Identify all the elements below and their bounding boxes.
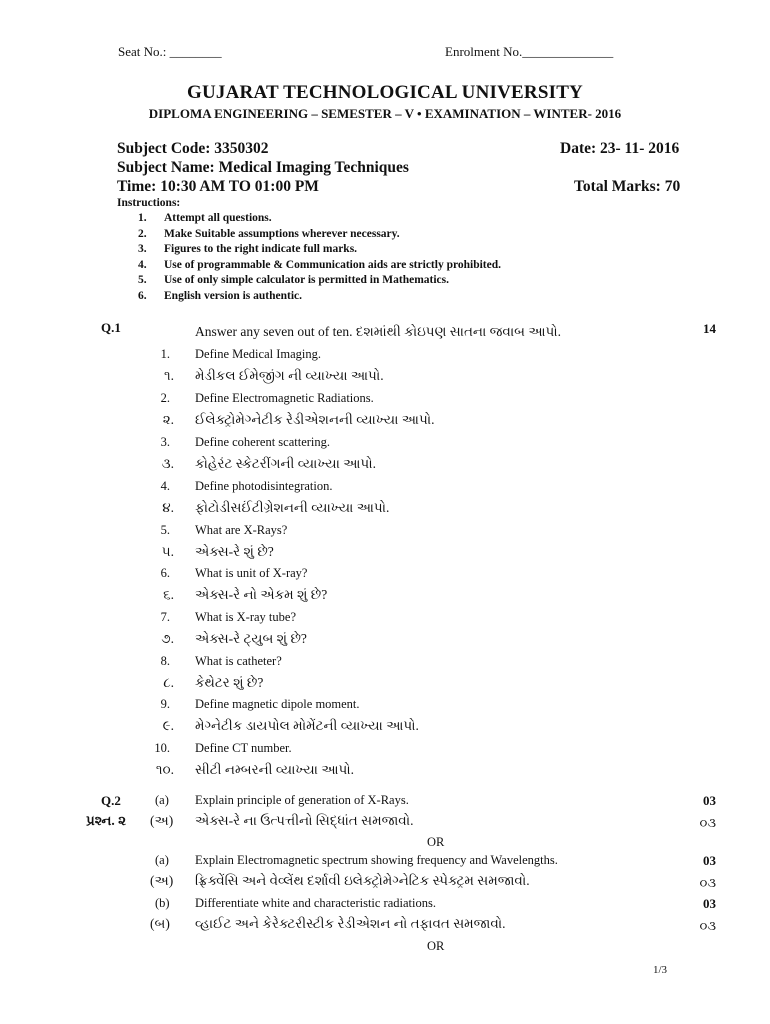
q2-a-num-gujarati: (અ) (150, 813, 174, 828)
item-number-gujarati: ૫. (161, 544, 174, 559)
item-text-gujarati: એક્સ-રે શું છે? (195, 544, 274, 559)
item-number: 2. (160, 391, 170, 405)
instruction-num: 2. (138, 228, 147, 240)
item-text-gujarati: કેથેટર શું છે? (195, 675, 264, 690)
q2-b-marks-gujarati: ૦૩ (699, 918, 716, 933)
instruction-text: Use of programmable & Communication aids are strictly prohibited. (164, 259, 501, 271)
item-text-gujarati: સીટી નમ્બરની વ્યાખ્યા આપો. (195, 762, 355, 777)
item-text-english: What are X-Rays? (195, 523, 288, 537)
q2-a2-num-gujarati: (અ) (150, 873, 174, 888)
item-number: 7. (160, 610, 170, 624)
q2-b-marks: 03 (703, 896, 716, 911)
item-number-gujarati: ૧૦. (155, 762, 174, 777)
item-text-gujarati: એક્સ-રે ટ્યુબ શું છે? (195, 631, 307, 646)
item-text-english: Define Medical Imaging. (195, 347, 321, 361)
enrolment-number-field: Enrolment No.______________ (445, 44, 614, 59)
item-number: 6. (160, 566, 170, 580)
exam-title: DIPLOMA ENGINEERING – SEMESTER – V • EXAMINATION – WINTER- 2016 (148, 106, 622, 121)
q2-a2-text-english: Explain Electromagnetic spectrum showing frequency and Wavelengths. (195, 853, 558, 867)
item-number: 4. (160, 479, 170, 493)
instruction-num: 3. (138, 243, 147, 255)
item-text-english: Define coherent scattering. (195, 435, 331, 449)
university-name: GUJARAT TECHNOLOGICAL UNIVERSITY (187, 82, 583, 103)
question-2-label: Q.2 (101, 793, 121, 808)
item-text-english: Define photodisintegration. (195, 479, 333, 493)
instruction-text: Make Suitable assumptions wherever necessary. (164, 228, 400, 240)
q2-b-num: (b) (155, 896, 170, 910)
q2-b-text-english: Differentiate white and characteristic radiations. (195, 896, 436, 910)
or-separator: OR (427, 939, 445, 953)
item-text-gujarati: ફોટોડીસઈંટીગ્રેશનની વ્યાખ્યા આપો. (195, 500, 390, 515)
subject-name: Subject Name: Medical Imaging Techniques (117, 159, 409, 176)
subject-code: Subject Code: 3350302 (117, 140, 269, 157)
q2-a2-marks-gujarati: ૦૩ (699, 875, 716, 890)
item-text-english: Define Electromagnetic Radiations. (195, 391, 374, 405)
item-number-gujarati: ૨. (162, 412, 174, 427)
q2-a-marks: 03 (703, 793, 716, 808)
q2-b-text-gujarati: વ્હાઈટ અને કેરેક્ટરીસ્ટીક રેડીએશન નો તફાવત સમજાવો. (195, 916, 506, 931)
or-separator: OR (427, 835, 445, 849)
q2-a-num: (a) (155, 793, 169, 807)
instruction-text: Attempt all questions. (164, 212, 272, 224)
item-number: 5. (160, 523, 170, 537)
total-marks: Total Marks: 70 (574, 178, 681, 195)
item-number-gujarati: ૭. (161, 631, 174, 646)
exam-time: Time: 10:30 AM TO 01:00 PM (117, 178, 319, 195)
item-text-gujarati: એક્સ-રે નો એકમ શું છે? (195, 587, 328, 602)
seat-number-field: Seat No.: ________ (118, 44, 222, 59)
item-number-gujarati: ૧. (164, 368, 174, 383)
q2-a-text-gujarati: એક્સ-રે ના ઉત્પત્તીનો સિદ્ધાંત સમજાવો. (195, 813, 414, 828)
instruction-num: 4. (138, 259, 147, 271)
item-text-gujarati: ઈલેક્ટ્રોમેગ્નેટીક રેડીએશનની વ્યાખ્યા આપો. (195, 412, 435, 427)
q2-a2-text-gujarati: ફ્રિક્વેંસિ અને વેવ્લેંથ દર્શાવી ઇલેક્ટ્રોમેગ્નેટિક સ્પેક્ટ્રમ સમજાવો. (195, 873, 530, 888)
item-number: 3. (160, 435, 170, 449)
item-text-english: What is unit of X-ray? (195, 566, 308, 580)
item-text-english: What is X-ray tube? (195, 610, 297, 624)
question-2-label-gujarati: પ્રશ્ન. ૨ (86, 813, 127, 828)
item-number-gujarati: ૪. (162, 500, 174, 515)
item-number-gujarati: ૩. (161, 456, 174, 471)
item-text-english: Define CT number. (195, 741, 292, 755)
instruction-text: Use of only simple calculator is permitted in Mathematics. (164, 274, 450, 286)
item-text-english: What is catheter? (195, 654, 282, 668)
page-number: 1/3 (653, 964, 668, 976)
q2-a-marks-gujarati: ૦૩ (699, 815, 716, 830)
item-text-gujarati: મેડીકલ ઈમેજીંગ ની વ્યાખ્યા આપો. (195, 368, 384, 383)
q2-b-num-gujarati: (બ) (150, 916, 170, 931)
q2-a-text-english: Explain principle of generation of X-Rays. (195, 793, 409, 807)
item-number: 10. (154, 741, 170, 755)
instruction-num: 1. (138, 212, 147, 224)
q2-a2-marks: 03 (703, 853, 716, 868)
item-text-gujarati: મેગ્નેટીક ડાયપોલ મોમેંટની વ્યાખ્યા આપો. (195, 718, 419, 733)
question-1-label: Q.1 (101, 320, 121, 335)
item-number-gujarati: ૯. (162, 718, 174, 733)
item-text-gujarati: કોહેરંટ સ્કેટરીંગની વ્યાખ્યા આપો. (195, 456, 376, 471)
item-number: 1. (160, 347, 170, 361)
question-1-prompt: Answer any seven out of ten. દશમાંથી કોઇપણ સાતના જવાબ આપો. (195, 324, 562, 339)
item-number: 8. (160, 654, 170, 668)
item-number-gujarati: ૮. (163, 675, 174, 690)
instruction-num: 5. (138, 274, 147, 286)
exam-date: Date: 23- 11- 2016 (560, 140, 680, 157)
instruction-text: Figures to the right indicate full marks. (164, 243, 358, 255)
item-number: 9. (160, 697, 170, 711)
item-text-english: Define magnetic dipole moment. (195, 697, 360, 711)
question-1-marks: 14 (703, 321, 716, 336)
item-number-gujarati: ૬. (163, 587, 174, 602)
instruction-text: English version is authentic. (164, 290, 303, 302)
instructions-title: Instructions: (117, 197, 181, 209)
instruction-num: 6. (138, 290, 147, 302)
q2-a2-num: (a) (155, 853, 169, 867)
